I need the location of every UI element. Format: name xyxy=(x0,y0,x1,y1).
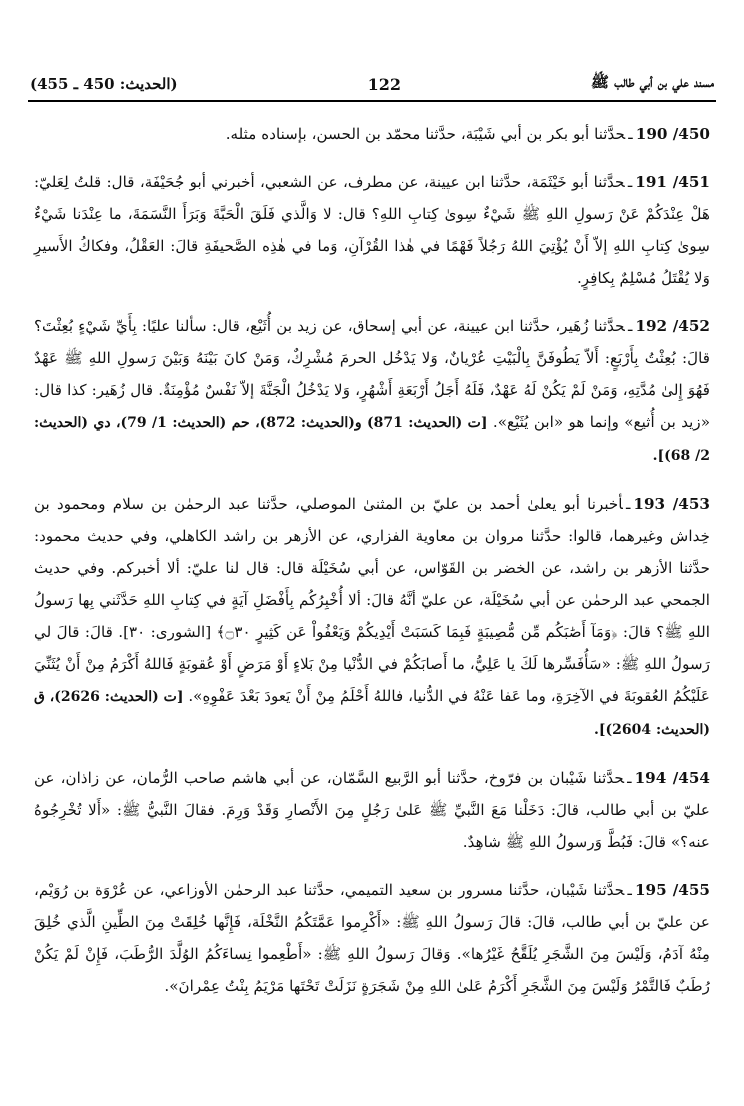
hadith-453: 453/ 193ـأخبرنا أبو يعلىٰ أحمد بن عليّ بن المثنىٰ الموصلي، حدَّثنا عبد الرحمٰن بن سلام ومحمود بن خِداش وغيرهما، قالوا: حدَّثنا مروان بن معاوية الفزاري، عن الأزهر بن راشد الكاهلي، وفي حديث محمود: حدَّثنا الأزهر بن راشد، عن الخضر بن القَوّاس، عن أبي سُخَيْلَة قال: قال لنا عليّ: ألا أخبركم. وفي حديث الجمحي عبد الرحمٰن عن أبي سُخَيْلَة، عن عليّ أنَّهُ قالَ: ألا أُخْبِرُكُم بِأَفْضَلِ آيَةٍ في كِتابِ اللهِ حَدَّثَني بِها رَسولُ اللهِ ﷺ؟ قالَ: ﴿وَمَآ أَصَٰبَكُم مِّن مُّصِيبَةٍ فَبِمَا كَسَبَتْ أَيْدِيكُمْ وَيَعْفُواْ عَن كَثِيرٍ ۝٣٠﴾ [الشورى: ٣٠]. قالَ: قالَ لي رَسولُ اللهِ ﷺ: «سَأُفَسِّرها لَكَ يا عَلِيُّ، ما أَصابَكُمْ في الدُّنْيا مِنْ بَلاءٍ أَوْ مَرَضٍ أَوْ عُقوبَةٍ فَاللهُ أَكْرَمُ مِنْ أَنْ يُثَنِّيَ عَلَيْكُمُ العُقوبَةَ في الآخِرَةِ، وما عَفا عَنْهُ في الدُّنيا، فاللهُ أَحْلَمُ مِنْ أَنْ يَعودَ بَعْدَ عَفْوِهِ». [ت (الحديث: 2626)، ق (الحديث: 2604)]. xyxy=(34,495,711,738)
hadith-452: 452/ 192ـحدَّثنا زُهَير، حدَّثنا ابن عيينة، عن أبي إسحاق، عن زيد بن أُثَيْع، قال: سألنا عليًا: بِأَيِّ شَيْءٍ بُعِثْتَ؟ قالَ: بُعِثْتُ بِأَرْبَعٍ: أَلاّ يَطُوفَنَّ بِالْبَيْتِ عُرْيانٌ، وَلا يَدْخُل الحرمَ مُشْرِكٌ، وَمَنْ كانَ بَيْنَهُ وَبَيْنَ رَسولِ اللهِ ﷺ عَهْدٌ فَهُوَ إِلىٰ مُدَّتِهِ، وَمَنْ لَمْ يَكُنْ لَهُ عَهْدٌ، فَلَهُ أَجَلُ أَرْبَعَةِ أَشْهُرٍ، وَلا يَدْخُلُ الْجَنَّةَ إلاّ نَفْسٌ مُؤْمِنَةٌ. قال زُهَير: كذا قال: «زيد بن أُثيع» وإنما هو «ابن يُثَيْع». [ت (الحديث: 871) و(الحديث: 872)، حم (الحديث: 1/ 79)، دي (الحديث: 2/ 68)]. xyxy=(34,317,711,464)
hadith-number: 454/ 194 xyxy=(634,769,710,787)
page-body xyxy=(34,118,710,1018)
hadith-454: 454/ 194ـحدَّثنا شَيْبان بن فرّوخ، حدَّثنا أبو الرَّبيع السَّمّان، عن أبي هاشم صاحب الرُّمان، عن زاذان، عن عليّ بن أبي طالب، قالَ: دَخَلْنا مَعَ النَّبيِّ ﷺ عَلىٰ رَجُلٍ مِنَ الأَنْصارِ وَقَدْ وَرِمَ. فقالَ النَّبيُّ ﷺ: «أَلا تُخْرِجُوهُ عنه؟» قالَ: فَبُطَّ وَرسولُ اللهِ ﷺ شاهِدٌ. xyxy=(34,769,710,851)
hadith-reference: [ت (الحديث: 2626)، ق (الحديث: 2604)]. xyxy=(34,689,710,738)
hadith-450: 450/ 190ـحدَّثنا أبو بكر بن أبي شَيْبَة، حدَّثنا محمّد بن الحسن، بإسناده مثله. xyxy=(225,125,710,143)
hadith-text: حدَّثنا شَيْبان، حدَّثنا مسرور بن سعيد التميمي، حدَّثنا عبد الرحمٰن الأوزاعي، عن عُرْوَة بن رُوَيْم، عن عليّ بن أبي طالب، قالَ: قالَ رَسولُ اللهِ ﷺ: «أَكْرِموا عَمَّتَكُمُ النَّخْلَة، فَإِنَّها خُلِقَتْ مِنَ الطِّينِ الَّذي خُلِقَ مِنْهُ آدَمُ، وَلَيْسَ مِنَ الشَّجَرِ يُلَقَّحُ غَيْرُها». وَقالَ رَسولُ اللهِ ﷺ: «أَطْعِموا نِساءَكُمُ الوُلَّدَ الرُّطَبَ، فَإِنْ لَمْ يَكُنْ رُطَبٌ فَالتَّمْرُ وَلَيْسَ مِنَ الشَّجَرِ أَكْرَمُ عَلىٰ اللهِ مِنْ شَجَرَةٍ نَزَلَتْ تَحْتَها مَرْيَمُ بِنْتُ عِمْرانَ». xyxy=(34,881,710,995)
hadith-455: 455/ 195ـحدَّثنا شَيْبان، حدَّثنا مسرور بن سعيد التميمي، حدَّثنا عبد الرحمٰن الأوزاعي، عن عُرْوَة بن رُوَيْم، عن عليّ بن أبي طالب، قالَ: قالَ رَسولُ اللهِ ﷺ: «أَكْرِموا عَمَّتَكُمُ النَّخْلَة، فَإِنَّها خُلِقَتْ مِنَ الطِّينِ الَّذي خُلِقَ مِنْهُ آدَمُ، وَلَيْسَ مِنَ الشَّجَرِ يُلَقَّحُ غَيْرُها». وَقالَ رَسولُ اللهِ ﷺ: «أَطْعِموا نِساءَكُمُ الوُلَّدَ الرُّطَبَ، فَإِنْ لَمْ يَكُنْ رُطَبٌ فَالتَّمْرُ وَلَيْسَ مِنَ الشَّجَرِ أَكْرَمُ عَلىٰ اللهِ مِنْ شَجَرَةٍ نَزَلَتْ تَحْتَها مَرْيَمُ بِنْتُ عِمْرانَ». xyxy=(34,881,710,995)
header-rule xyxy=(28,100,716,102)
hadith-text: حدَّثنا زُهَير، حدَّثنا ابن عيينة، عن أبي إسحاق، عن زيد بن أُثَيْع، قال: سألنا عليًا: بِأَيِّ شَيْءٍ بُعِثْتَ؟ قالَ: بُعِثْتُ بِأَرْبَعٍ: أَلاّ يَطُوفَنَّ بِالْبَيْتِ عُرْيانٌ، وَلا يَدْخُل الحرمَ مُشْرِكٌ، وَمَنْ كانَ بَيْنَهُ وَبَيْنَ رَسولِ اللهِ ﷺ عَهْدٌ فَهُوَ إِلىٰ مُدَّتِهِ، وَمَنْ لَمْ يَكُنْ لَهُ عَهْدٌ، فَلَهُ أَجَلُ أَرْبَعَةِ أَشْهُرٍ، وَلا يَدْخُلُ الْجَنَّةَ إلاّ نَفْسٌ مُؤْمِنَةٌ. قال زُهَير: كذا قال: «زيد بن أُثيع» وإنما هو «ابن يُثَيْع». xyxy=(34,317,711,431)
hadith-text: أخبرنا أبو يعلىٰ أحمد بن عليّ بن المثنىٰ الموصلي، حدَّثنا عبد الرحمٰن بن سلام ومحمود بن خِداش وغيرهما، قالوا: حدَّثنا مروان بن معاوية الفزاري، عن الأزهر بن راشد الكاهلي، وفي حديث محمود: حدَّثنا الأزهر بن راشد، عن الخضر بن القَوّاس، عن أبي سُخَيْلَة قال: قال لنا عليّ: ألا أخبركم. وفي حديث الجمحي عبد الرحمٰن عن أبي سُخَيْلَة، عن عليّ أنَّهُ قالَ: ألا أُخْبِرُكُم بِأَفْضَلِ آيَةٍ في كِتابِ اللهِ حَدَّثَني بِها رَسولُ اللهِ ﷺ؟ قالَ: ﴿وَمَآ أَصَٰبَكُم مِّن مُّصِيبَةٍ فَبِمَا كَسَبَتْ أَيْدِيكُمْ وَيَعْفُواْ عَن كَثِيرٍ ۝٣٠﴾ [الشورى: ٣٠]. قالَ: قالَ لي رَسولُ اللهِ ﷺ: «سَأُفَسِّرها لَكَ يا عَلِيُّ، ما أَصابَكُمْ في الدُّنْيا مِنْ بَلاءٍ أَوْ مَرَضٍ أَوْ عُقوبَةٍ فَاللهُ أَكْرَمُ مِنْ أَنْ يُثَنِّيَ عَلَيْكُمُ العُقوبَةَ في الآخِرَةِ، وما عَفا عَنْهُ في الدُّنيا، فاللهُ أَحْلَمُ مِنْ أَنْ يَعودَ بَعْدَ عَفْوِهِ». xyxy=(34,495,711,705)
hadith-number: 453/ 193 xyxy=(633,495,710,513)
hadith-451: 451/ 191ـحدَّثنا أبو خَيْثَمَة، حدَّثنا ابن عيينة، عن مطرف، عن الشعبي، أخبرني أبو جُحَيْفَة، قال: قلتُ لِعَليّ: هَلْ عِنْدَكُمْ عَنْ رَسولِ اللهِ ﷺ شَيْءٌ سِوىٰ كِتابِ اللهِ؟ قال: لا وَالَّذي فَلَقَ الْحَبَّةَ وَبَرَأَ النَّسَمَةَ، ما عِنْدَنا شَيْءٌ سِوىٰ كِتابِ اللهِ إلاّ أَنْ يُؤْتِيَ اللهُ رَجُلاً فَهْمًا في هٰذا القُرْآنِ، وَما في هٰذِه الصَّحيفَةِ قالَ: العَقْلُ، وفكاكُ الأَسيرِ وَلا يُقْتَلُ مُسْلِمٌ بِكافِرٍ. xyxy=(34,173,710,287)
book-title: مسند علي بن أبي طالب ﷺ xyxy=(590,73,714,91)
hadith-reference: [ت (الحديث: 871) و(الحديث: 872)، حم (الحديث: 1/ 79)، دي (الحديث: 2/ 68)]. xyxy=(34,415,710,464)
hadith-range: (الحديث: 450 ـ 455) xyxy=(30,75,178,93)
hadith-text: حدَّثنا أبو بكر بن أبي شَيْبَة، حدَّثنا محمّد بن الحسن، بإسناده مثله. xyxy=(225,125,626,143)
hadith-number: 451/ 191 xyxy=(635,173,710,191)
page-header xyxy=(30,72,714,96)
hadith-number: 455/ 195 xyxy=(634,881,710,899)
hadith-number: 450/ 190 xyxy=(635,125,710,143)
hadith-text: حدَّثنا أبو خَيْثَمَة، حدَّثنا ابن عيينة، عن مطرف، عن الشعبي، أخبرني أبو جُحَيْفَة، قال: قلتُ لِعَليّ: هَلْ عِنْدَكُمْ عَنْ رَسولِ اللهِ ﷺ شَيْءٌ سِوىٰ كِتابِ اللهِ؟ قال: لا وَالَّذي فَلَقَ الْحَبَّةَ وَبَرَأَ النَّسَمَةَ، ما عِنْدَنا شَيْءٌ سِوىٰ كِتابِ اللهِ إلاّ أَنْ يُؤْتِيَ اللهُ رَجُلاً فَهْمًا في هٰذا القُرْآنِ، وَما في هٰذِه الصَّحيفَةِ قالَ: العَقْلُ، وفكاكُ الأَسيرِ وَلا يُقْتَلُ مُسْلِمٌ بِكافِرٍ. xyxy=(34,173,710,287)
hadith-text: حدَّثنا شَيْبان بن فرّوخ، حدَّثنا أبو الرَّبيع السَّمّان، عن أبي هاشم صاحب الرُّمان، عن زاذان، عن عليّ بن أبي طالب، قالَ: دَخَلْنا مَعَ النَّبيِّ ﷺ عَلىٰ رَجُلٍ مِنَ الأَنْصارِ وَقَدْ وَرِمَ. فقالَ النَّبيُّ ﷺ: «أَلا تُخْرِجُوهُ عنه؟» قالَ: فَبُطَّ وَرسولُ اللهِ ﷺ شاهِدٌ. xyxy=(34,769,710,851)
page-number: 122 xyxy=(367,74,401,94)
hadith-number: 452/ 192 xyxy=(635,317,710,335)
